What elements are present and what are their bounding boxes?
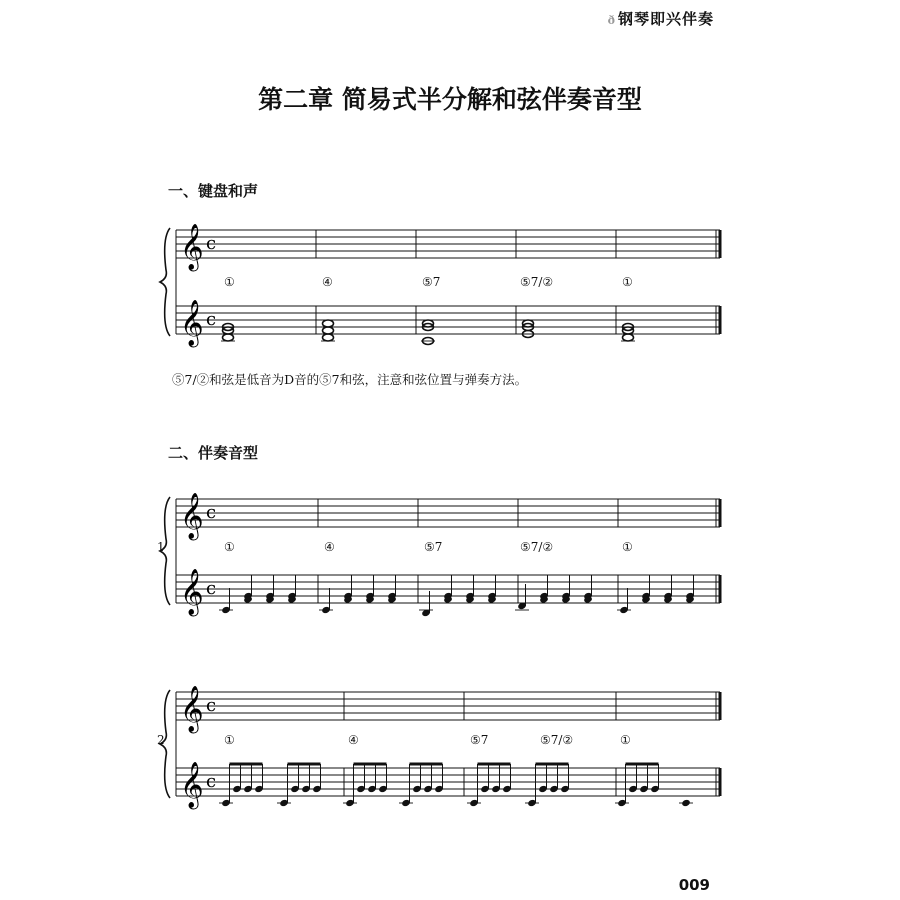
score-example-1 [0,485,900,625]
sysC-treble-clef-upper: 𝄞 [180,686,204,732]
example-number-2: 2 [157,733,165,747]
score-example-2 [0,678,900,818]
sysC-chord-label-3: ⑤7 [470,733,489,747]
section-title-keyboard-harmony: 一、键盘和声 [168,182,259,200]
sysC-treble-clef-lower: 𝄞 [180,762,204,808]
whole-note [323,320,334,327]
section-title-accompaniment-patterns: 二、伴奏音型 [168,444,259,462]
sysC-chord-label-2: ④ [348,733,359,747]
sysC-chord-label-1: ① [224,733,235,747]
sysB-treble-clef-lower: 𝄞 [180,569,204,615]
whole-note [623,334,634,341]
sysA-treble-clef-lower: 𝄞 [180,300,204,346]
harmony-note: ⑤7/②和弦是低音为D音的⑤7和弦，注意和弦位置与弹奏方法。 [172,372,528,387]
sysB-chord-label-5: ① [622,540,633,554]
sysB-time-sig-lower: c [206,578,217,599]
chapter-title: 第二章 简易式半分解和弦伴奏音型 [258,85,642,114]
sysB-time-sig-upper: c [206,502,217,523]
sysA-chord-label-1: ① [224,275,235,289]
sysA-treble-clef-upper: 𝄞 [180,224,204,270]
sysA-time-sig-lower: c [206,309,217,330]
series-logo: ð [607,14,616,27]
sysA-chord-label-2: ④ [322,275,333,289]
brace [160,497,170,605]
sysC-chord-label-4: ⑤7/② [540,733,574,747]
page-number: 009 [678,876,710,894]
score-keyboard-harmony [0,216,900,356]
sysB-treble-clef-upper: 𝄞 [180,493,204,539]
whole-note [323,334,334,341]
book-title: 钢琴即兴伴奏 [617,10,714,28]
brace [160,690,170,798]
running-header [608,8,714,29]
brace [160,228,170,336]
sysC-chord-label-5: ① [620,733,631,747]
sysC-time-sig-upper: c [206,695,217,716]
whole-note [323,327,334,334]
sysB-chord-label-1: ① [224,540,235,554]
whole-note [223,334,234,341]
sysA-time-sig-upper: c [206,233,217,254]
sysA-chord-label-4: ⑤7/② [520,275,554,289]
sysB-chord-label-4: ⑤7/② [520,540,554,554]
sysA-chord-label-5: ① [622,275,633,289]
sysB-chord-label-3: ⑤7 [424,540,443,554]
example-number-1: 1 [157,540,165,554]
sysB-chord-label-2: ④ [324,540,335,554]
sysA-chord-label-3: ⑤7 [422,275,441,289]
sysC-time-sig-lower: c [206,771,217,792]
